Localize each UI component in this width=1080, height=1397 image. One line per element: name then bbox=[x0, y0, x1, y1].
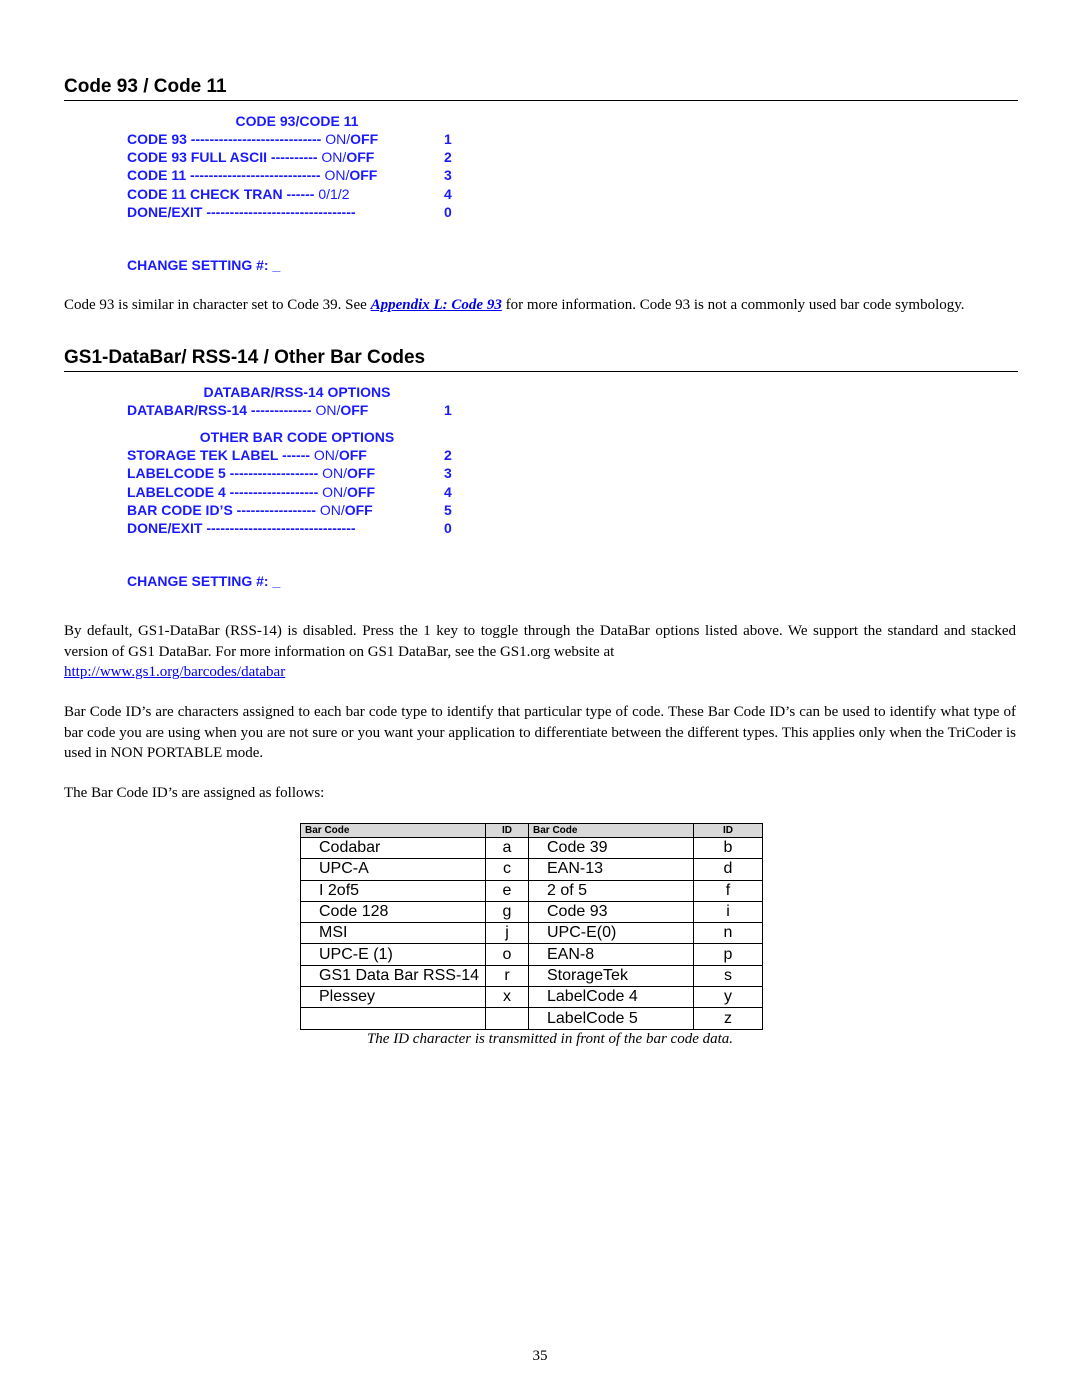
code93-description bbox=[64, 295, 1016, 316]
page-number: 35 bbox=[532, 1348, 548, 1364]
id-cell: y bbox=[694, 987, 763, 1008]
id-cell: x bbox=[486, 987, 529, 1008]
menu-row-label: CODE 11 CHECK TRAN ------ bbox=[127, 185, 315, 202]
change-setting-prompt-2: CHANGE SETTING #: _ bbox=[127, 573, 281, 590]
id-cell: g bbox=[486, 901, 529, 922]
menu-row bbox=[127, 501, 467, 519]
menu-row bbox=[127, 446, 467, 464]
barcode-cell: GS1 Data Bar RSS-14 bbox=[301, 965, 486, 986]
menu-row-label: BAR CODE ID’S ----------------- bbox=[127, 501, 316, 518]
code93-description-text-2: for more information. Code 93 is not a commonly used bar code symbology. bbox=[501, 297, 965, 313]
barcode-cell: UPC-E(0) bbox=[529, 923, 694, 944]
barcode-cell: Plessey bbox=[301, 987, 486, 1008]
id-cell: s bbox=[694, 965, 763, 986]
databar-menu bbox=[127, 383, 467, 589]
table-row bbox=[301, 965, 763, 986]
gs1-databar-link[interactable]: http://www.gs1.org/barcodes/databar bbox=[64, 664, 286, 680]
code93-menu bbox=[127, 112, 467, 273]
id-cell: e bbox=[486, 880, 529, 901]
barcode-cell: StorageTek bbox=[529, 965, 694, 986]
barcode-cell: I 2of5 bbox=[301, 880, 486, 901]
menu-row-label: CODE 93 FULL ASCII ---------- bbox=[127, 149, 318, 166]
menu-row-label: CODE 11 ---------------------------- bbox=[127, 167, 321, 184]
menu-row bbox=[127, 464, 467, 482]
menu-row-value: 0/1/2 bbox=[318, 185, 350, 202]
menu-row-key: 2 bbox=[444, 447, 452, 464]
databar-description bbox=[64, 621, 1016, 683]
table-row bbox=[301, 1008, 763, 1029]
header-barcode-2: Bar Code bbox=[529, 824, 694, 838]
menu-row-label: DONE/EXIT -------------------------------- bbox=[127, 519, 356, 536]
databar-menu-title: DATABAR/RSS-14 OPTIONS bbox=[203, 384, 391, 400]
table-row bbox=[301, 987, 763, 1008]
menu-row bbox=[127, 130, 467, 148]
menu-row-label: STORAGE TEK LABEL ------ bbox=[127, 447, 311, 464]
databar-description-text: By default, GS1-DataBar (RSS-14) is disabled. Press the 1 key to toggle through the DataBar options listed above. We support the standard and stacked version of GS1 DataBar. For more information on GS1 DataBar, see the GS1.org website at bbox=[64, 623, 1016, 660]
barcode-cell: LabelCode 5 bbox=[529, 1008, 694, 1029]
id-cell: j bbox=[486, 923, 529, 944]
section-heading-databar: GS1-DataBar/ RSS-14 / Other Bar Codes bbox=[64, 347, 1018, 372]
menu-row-value: ON/OFF bbox=[315, 402, 369, 418]
id-cell: o bbox=[486, 944, 529, 965]
id-cell: r bbox=[486, 965, 529, 986]
menu-row bbox=[127, 166, 467, 184]
appendix-link[interactable]: Appendix L: Code 93 bbox=[370, 297, 502, 313]
id-cell: d bbox=[694, 859, 763, 880]
change-setting-prompt: CHANGE SETTING #: _ bbox=[127, 256, 281, 273]
id-cell: n bbox=[694, 923, 763, 944]
menu-row-key: 3 bbox=[444, 167, 452, 184]
menu-row-value: ON/OFF bbox=[324, 167, 378, 184]
id-cell: a bbox=[486, 838, 529, 859]
menu-row-label: DONE/EXIT -------------------------------- bbox=[127, 203, 356, 220]
barcode-cell bbox=[301, 1008, 486, 1029]
barcode-id-table bbox=[300, 823, 763, 1030]
table-row bbox=[301, 838, 763, 859]
id-cell: c bbox=[486, 859, 529, 880]
menu-title: CODE 93/CODE 11 bbox=[235, 113, 359, 129]
menu-row-key: 5 bbox=[444, 501, 452, 518]
menu-row-key: 3 bbox=[444, 465, 452, 482]
id-cell: i bbox=[694, 901, 763, 922]
menu-row-label: LABELCODE 5 ------------------- bbox=[127, 465, 319, 482]
menu-row-value: ON/OFF bbox=[321, 149, 375, 166]
section-heading-code93: Code 93 / Code 11 bbox=[64, 76, 1018, 101]
barcode-cell: EAN-13 bbox=[529, 859, 694, 880]
menu-row bbox=[127, 401, 467, 419]
menu-row-key: 1 bbox=[444, 131, 452, 147]
barcode-cell: UPC-A bbox=[301, 859, 486, 880]
menu-row-key: 4 bbox=[444, 185, 452, 202]
header-id-2: ID bbox=[694, 824, 763, 838]
header-id-1: ID bbox=[486, 824, 529, 838]
menu-row-key: 1 bbox=[444, 402, 452, 418]
table-row bbox=[301, 901, 763, 922]
menu-row bbox=[127, 203, 467, 221]
menu-row-value: ON/OFF bbox=[322, 465, 376, 482]
table-row bbox=[301, 880, 763, 901]
barcode-cell: Codabar bbox=[301, 838, 486, 859]
id-cell: b bbox=[694, 838, 763, 859]
menu-row-key: 4 bbox=[444, 483, 452, 500]
menu-row-key: 2 bbox=[444, 149, 452, 166]
barcode-cell: Code 128 bbox=[301, 901, 486, 922]
barcode-cell: EAN-8 bbox=[529, 944, 694, 965]
menu-row bbox=[127, 483, 467, 501]
table-header-row bbox=[301, 824, 763, 838]
menu-row-key: 0 bbox=[444, 519, 452, 536]
barcode-cell: Code 93 bbox=[529, 901, 694, 922]
menu-row-label: DATABAR/RSS-14 ------------- bbox=[127, 402, 312, 418]
menu-row-label: CODE 93 ---------------------------- bbox=[127, 131, 322, 147]
code93-description-text: Code 93 is similar in character set to Code 39. See bbox=[64, 297, 371, 313]
id-cell: p bbox=[694, 944, 763, 965]
table-row bbox=[301, 859, 763, 880]
menu-row-key: 0 bbox=[444, 203, 452, 220]
barcode-cell: UPC-E (1) bbox=[301, 944, 486, 965]
id-cell bbox=[486, 1008, 529, 1029]
menu-row bbox=[127, 519, 467, 537]
barcode-cell: Code 39 bbox=[529, 838, 694, 859]
menu-row-label: LABELCODE 4 ------------------- bbox=[127, 483, 319, 500]
barcode-cell: 2 of 5 bbox=[529, 880, 694, 901]
id-cell: f bbox=[694, 880, 763, 901]
table-row bbox=[301, 923, 763, 944]
table-row bbox=[301, 944, 763, 965]
menu-row-value: ON/OFF bbox=[319, 501, 373, 518]
menu-row bbox=[127, 185, 467, 203]
menu-row-value: ON/OFF bbox=[325, 131, 379, 147]
barcode-cell: LabelCode 4 bbox=[529, 987, 694, 1008]
barcode-cell: MSI bbox=[301, 923, 486, 944]
barcode-id-intro: The Bar Code ID’s are assigned as follows: bbox=[64, 785, 325, 801]
menu-row bbox=[127, 148, 467, 166]
table-caption: The ID character is transmitted in front of the bar code data. bbox=[366, 1031, 734, 1047]
other-menu-title: OTHER BAR CODE OPTIONS bbox=[199, 429, 395, 446]
menu-row-value: ON/OFF bbox=[322, 483, 376, 500]
header-barcode-1: Bar Code bbox=[301, 824, 486, 838]
id-cell: z bbox=[694, 1008, 763, 1029]
menu-row-value: ON/OFF bbox=[313, 447, 367, 464]
barcode-id-description: Bar Code ID’s are characters assigned to each bar code type to identify that particular type of code. These Bar Code ID’s can be used to identify what type of bar code you are using when you are not sure or you want your application to differentiate between the different types. This applies only when the TriCoder is used in NON PORTABLE mode. bbox=[64, 704, 1016, 761]
